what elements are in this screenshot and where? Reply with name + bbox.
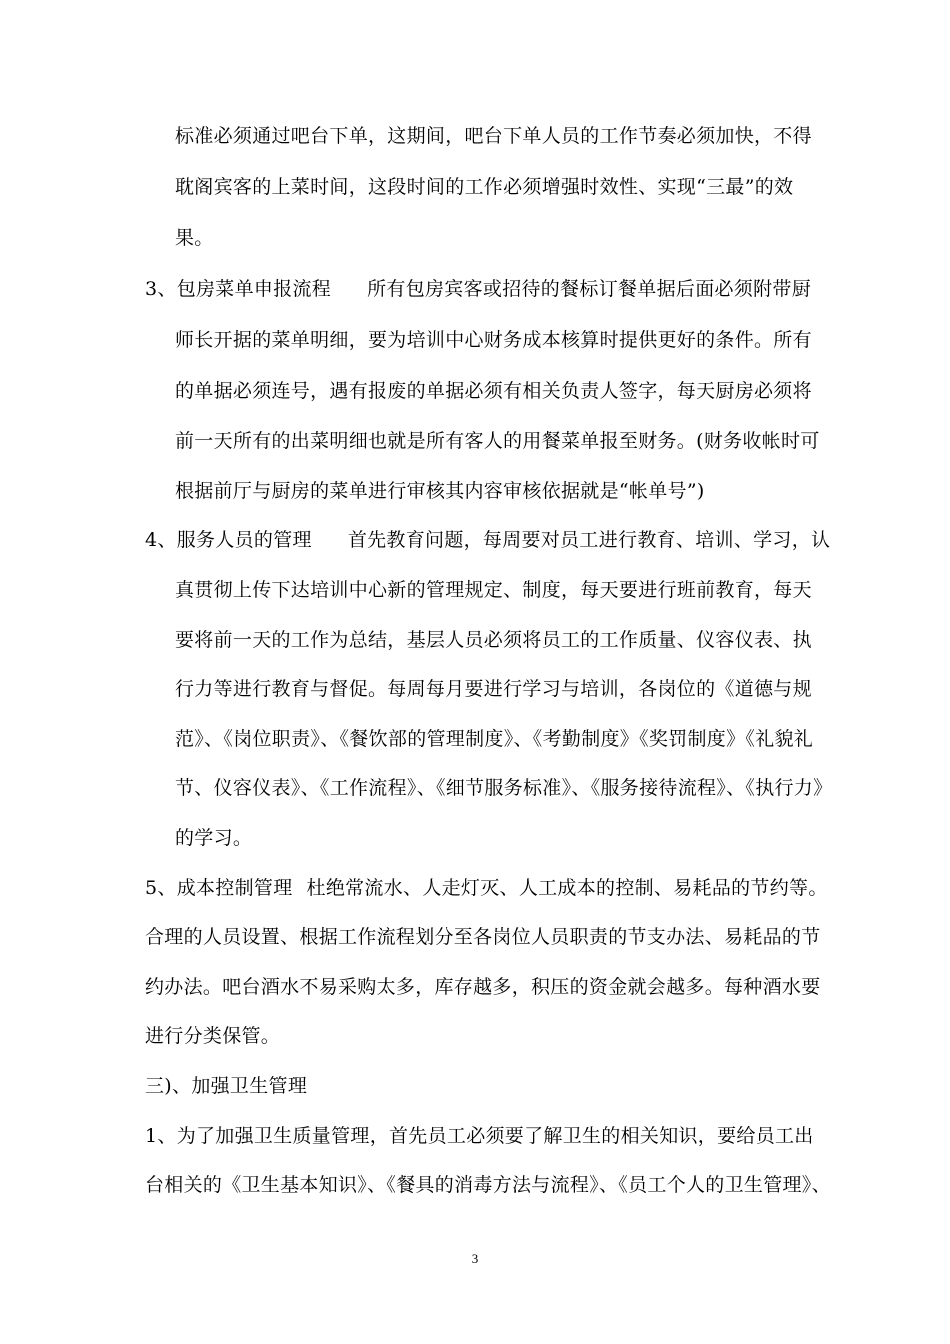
item-text: 杜绝常流水、人走灯灭、人工成本的控制、易耗品的节约等。 [306,877,828,899]
paragraph-line: 要将前一天的工作为总结，基层人员必须将员工的工作质量、仪容仪表、执 [175,629,812,651]
paragraph-line: 1、为了加强卫生质量管理，首先员工必须要了解卫生的相关知识，要给员工出 [145,1125,814,1147]
paragraph-line: 约办法。吧台酒水不易采购太多，库存越多，积压的资金就会越多。每种酒水要 [145,976,821,998]
item-title: 服务人员的管理 [176,529,312,551]
paragraph-line: 师长开据的菜单明细，要为培训中心财务成本核算时提供更好的条件。所有 [175,329,812,351]
section-heading: 三)、加强卫生管理 [145,1075,308,1097]
item-number: 5、 [145,877,177,899]
paragraph-line: 台相关的《卫生基本知识》、《餐具的消毒方法与流程》、《员工个人的卫生管理》、 [145,1174,831,1196]
paragraph-line: 合理的人员设置、根据工作流程划分至各岗位人员职责的节支办法、易耗品的节 [145,926,821,948]
item-title: 包房菜单申报流程 [176,278,332,300]
paragraph-line: 的单据必须连号，遇有报废的单据必须有相关负责人签字，每天厨房必须将 [175,380,812,402]
item-text: 首先教育问题，每周要对员工进行教育、培训、学习，认 [347,529,831,551]
paragraph-line: 的学习。 [175,827,253,849]
item-number: 4、 [145,529,177,551]
paragraph-line: 进行分类保管。 [145,1025,281,1047]
paragraph-line: 行力等进行教育与督促。每周每月要进行学习与培训，各岗位的《道德与规 [175,678,812,700]
paragraph-line: 节、仪容仪表》、《工作流程》、《细节服务标准》、《服务接待流程》、《执行力》 [175,777,833,799]
item-5-first-line [145,876,828,900]
item-text: 所有包房宾客或招待的餐标订餐单据后面必须附带厨 [367,278,812,300]
paragraph-line: 标准必须通过吧台下单，这期间，吧台下单人员的工作节奏必须加快，不得 [175,125,812,147]
page-number: 3 [471,1251,479,1266]
paragraph-line: 前一天所有的出菜明细也就是所有客人的用餐菜单报至财务。(财务收帐时可 [175,430,820,452]
paragraph-line: 根据前厅与厨房的菜单进行审核其内容审核依据就是“帐单号”) [175,480,705,502]
item-3-first-line [145,277,811,301]
item-4-first-line [145,528,830,552]
item-title: 成本控制管理 [176,877,293,899]
paragraph-line: 真贯彻上传下达培训中心新的管理规定、制度，每天要进行班前教育，每天 [175,579,812,601]
paragraph-line: 范》、《岗位职责》、《餐饮部的管理制度》、《考勤制度》《奖罚制度》《礼貌礼 [175,728,814,750]
paragraph-line: 果。 [175,227,214,249]
paragraph-line: 耽阁宾客的上菜时间，这段时间的工作必须增强时效性、实现“三最”的效 [175,176,794,198]
item-number: 3、 [145,278,177,300]
